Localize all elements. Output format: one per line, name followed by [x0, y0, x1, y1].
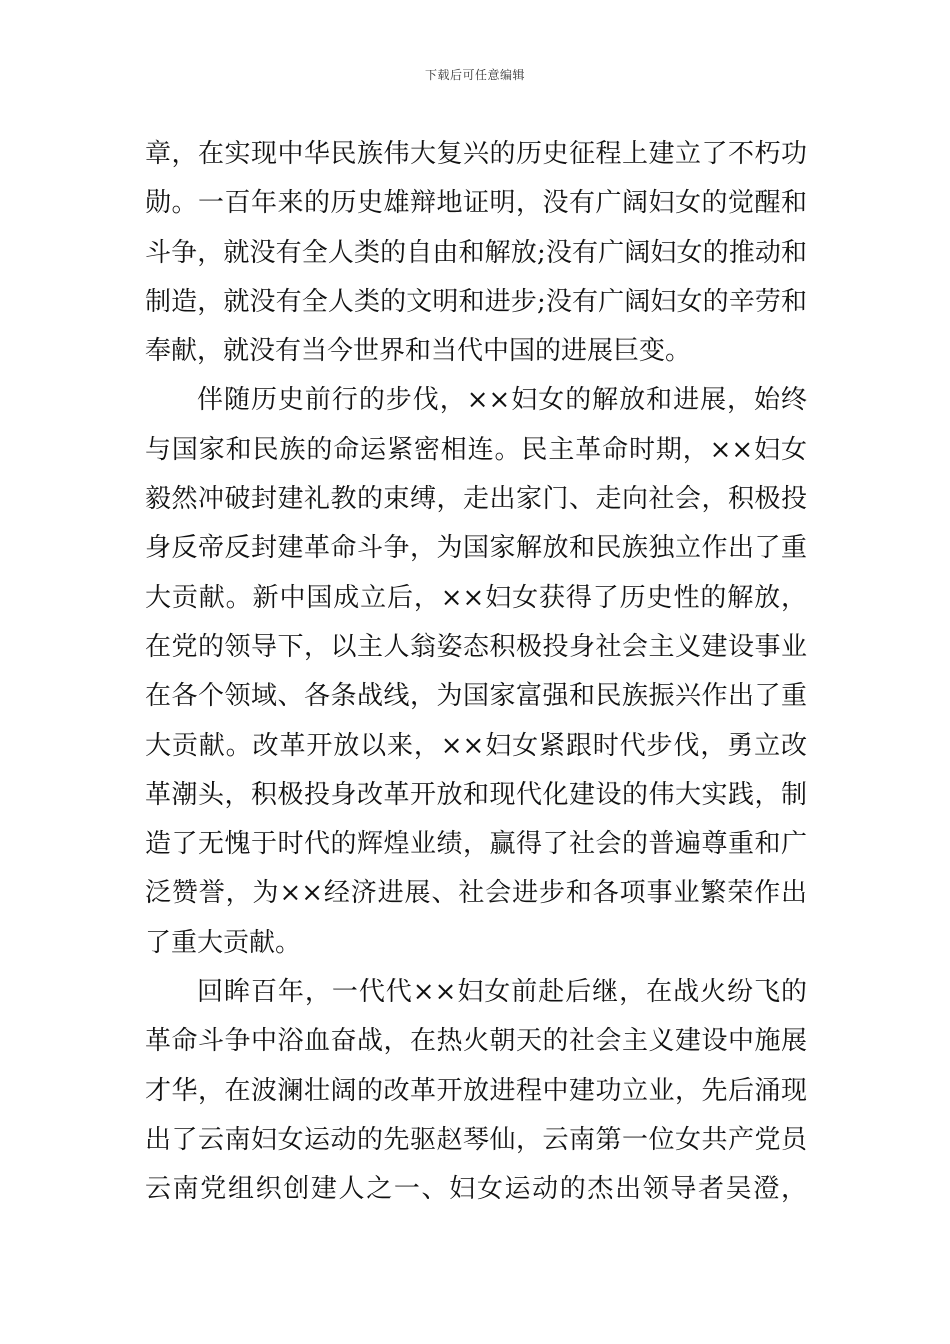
text-line: 了重大贡献。 — [145, 927, 302, 958]
text-line: 回眸百年，一代代××妇女前赴后继，在战火纷飞的 — [197, 977, 807, 1008]
document-body — [145, 130, 807, 1215]
paragraph-3 — [145, 968, 807, 1214]
text-line: 在各个领域、各条战线，为国家富强和民族振兴作出了重 — [145, 681, 807, 712]
text-line: 造了无愧于时代的辉煌业绩，赢得了社会的普遍尊重和广 — [145, 829, 807, 860]
page-header: 下载后可任意编辑 — [424, 68, 525, 82]
text-line: 与国家和民族的命运紧密相连。民主革命时期，××妇女 — [145, 434, 807, 465]
text-line: 才华，在波澜壮阔的改革开放进程中建功立业，先后涌现 — [145, 1075, 807, 1106]
text-line: 斗争，就没有全人类的自由和解放;没有广阔妇女的推动和 — [145, 237, 807, 268]
text-line: 泛赞誉，为××经济进展、社会进步和各项事业繁荣作出 — [145, 878, 807, 909]
paragraph-1 — [145, 130, 807, 376]
text-line: 身反帝反封建革命斗争，为国家解放和民族独立作出了重 — [145, 533, 807, 564]
text-line: 制造，就没有全人类的文明和进步;没有广阔妇女的辛劳和 — [145, 286, 807, 317]
text-line: 章，在实现中华民族伟大复兴的历史征程上建立了不朽功 — [145, 139, 807, 169]
text-line: 大贡献。改革开放以来，××妇女紧跟时代步伐，勇立改 — [145, 730, 807, 761]
text-line: 伴随历史前行的步伐，××妇女的解放和进展，始终 — [197, 385, 807, 416]
text-line: 奉献，就没有当今世界和当代中国的进展巨变。 — [145, 336, 692, 367]
text-line: 在党的领导下，以主人翁姿态积极投身社会主义建设事业 — [145, 631, 807, 662]
text-line: 大贡献。新中国成立后，××妇女获得了历史性的解放， — [145, 582, 807, 613]
text-line: 勋。一百年来的历史雄辩地证明，没有广阔妇女的觉醒和 — [145, 188, 807, 219]
text-line: 出了云南妇女运动的先驱赵琴仙，云南第一位女共产党员 — [145, 1124, 807, 1155]
text-line: 革潮头，积极投身改革开放和现代化建设的伟大实践，制 — [145, 779, 807, 810]
paragraph-2 — [145, 376, 807, 968]
text-line: 革命斗争中浴血奋战，在热火朝天的社会主义建设中施展 — [145, 1026, 807, 1057]
text-line: 云南党组织创建人之一、妇女运动的杰出领导者吴澄， — [145, 1174, 807, 1205]
text-line: 毅然冲破封建礼教的束缚，走出家门、走向社会，积极投 — [145, 484, 807, 515]
